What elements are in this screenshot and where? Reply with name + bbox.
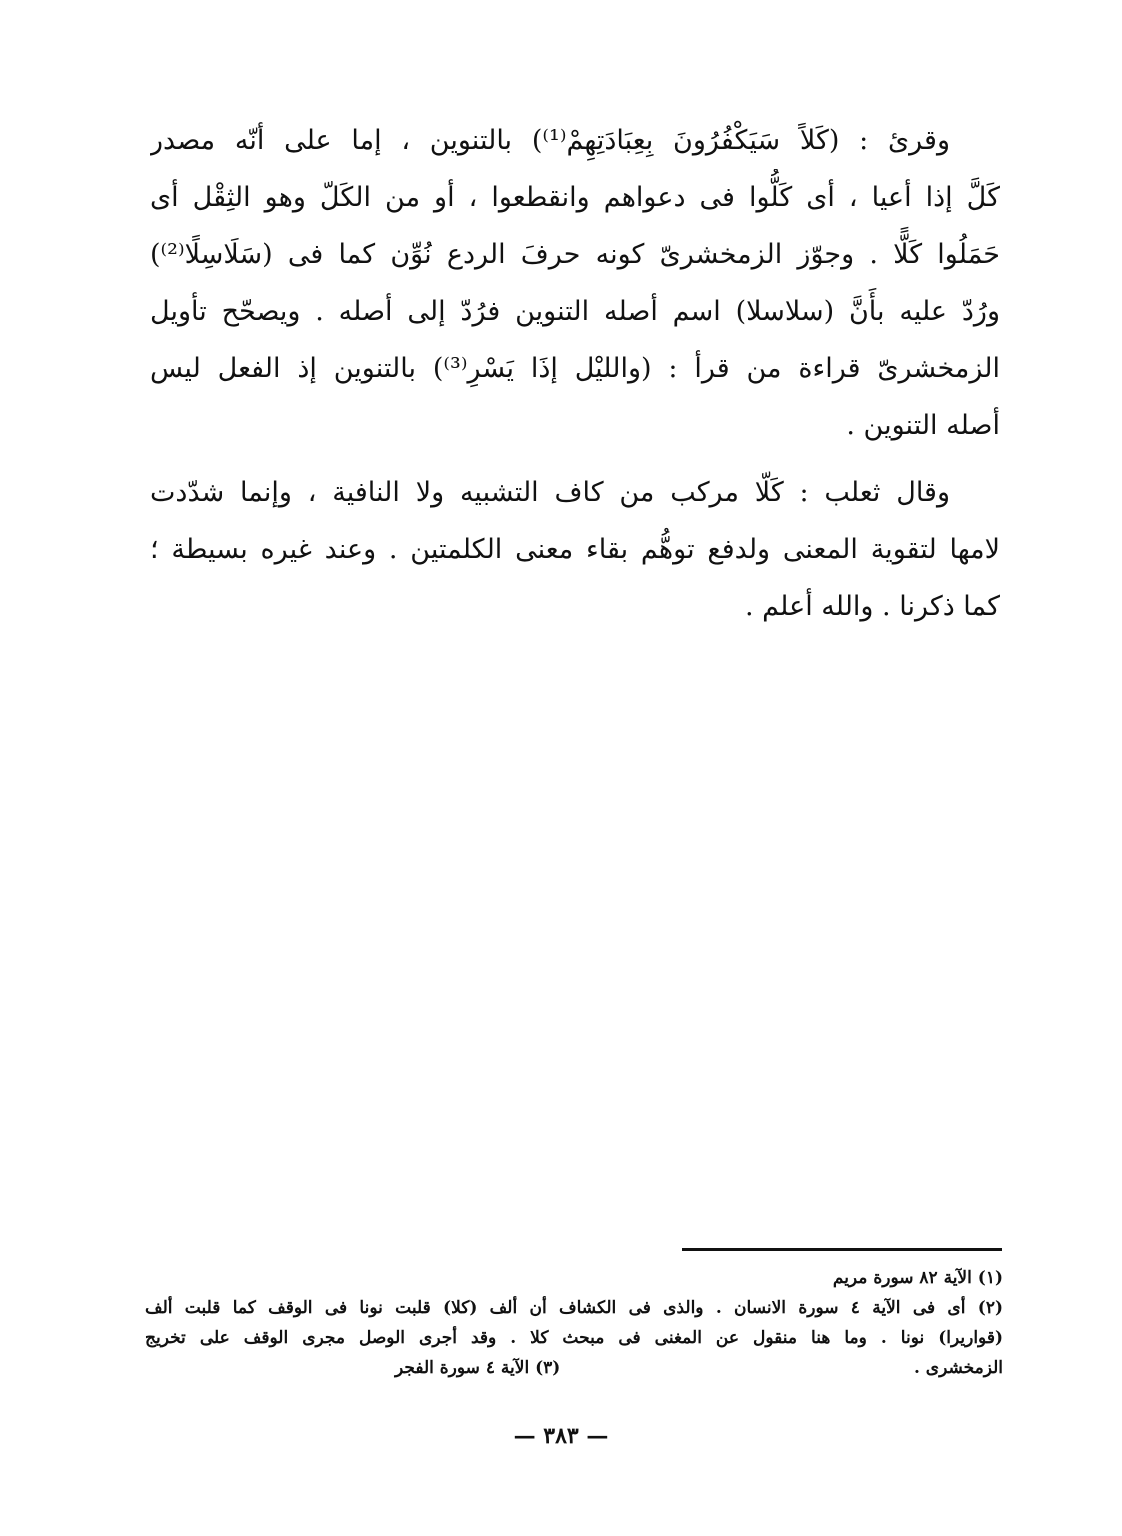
text-line: لامها لتقوية المعنى ولدفع توهُّم بقاء معنى الكلمتين . وعند غيره بسيطة ؛ — [150, 534, 1000, 565]
text-line: أصله التنوين . — [846, 410, 1000, 441]
footnote-2-line-2: (قواريرا) نونا . وما هنا منقول عن المغنى فى مبحث كلا . وقد أجرى الوصل مجرى الوقف على تخريج — [145, 1328, 1003, 1348]
footnote-row — [145, 1353, 1003, 1383]
text-line: حَمَلُوا كَلًّا . وجوّز الزمخشرىّ كونه حرفَ الردع نُوِّن كما فى (سَلَاسِلًا⁽²⁾) — [150, 239, 1000, 270]
footnotes — [145, 1263, 1003, 1383]
footnote-2-line-3: الزمخشرى . — [913, 1358, 1003, 1378]
footnote-3: (٣) الآية ٤ سورة الفجر — [395, 1358, 561, 1378]
text-line: وقرئ : (كَلاً سَيَكْفُرُونَ بِعِبَادَتِهِمْ⁽¹⁾) بالتنوين ، إما على أنّه مصدر — [150, 125, 950, 156]
main-text — [150, 112, 1000, 635]
page-number: — ٣٨٣ — — [513, 1423, 609, 1449]
text-line: الزمخشرىّ قراءة من قرأ : (والليْل إذَا يَسْرِ⁽³⁾) بالتنوين إذ الفعل ليس — [150, 353, 1000, 384]
paragraph-gap — [150, 454, 1000, 464]
footnote-2-line-1: (٢) أى فى الآية ٤ سورة الانسان . والذى فى الكشاف أن ألف (كلا) قلبت نونا فى الوقف كما قلبت ألف — [145, 1298, 1003, 1318]
footnote-1: (١) الآية ٨٢ سورة مريم — [832, 1268, 1003, 1288]
footnote-separator — [682, 1248, 1002, 1251]
text-line: كَلَّ إذا أعيا ، أى كَلُّوا فى دعواهم وانقطعوا ، أو من الكَلّ وهو الثِقْل أى — [150, 182, 1000, 213]
text-line: ورُدّ عليه بأَنَّ (سلاسلا) اسم أصله التنوين فرُدّ إلى أصله . ويصحّح تأويل — [150, 296, 1000, 327]
text-line: وقال ثعلب : كَلّا مركب من كاف التشبيه ولا النافية ، وإنما شدّدت — [150, 477, 950, 508]
text-line: كما ذكرنا . والله أعلم . — [745, 591, 1000, 622]
